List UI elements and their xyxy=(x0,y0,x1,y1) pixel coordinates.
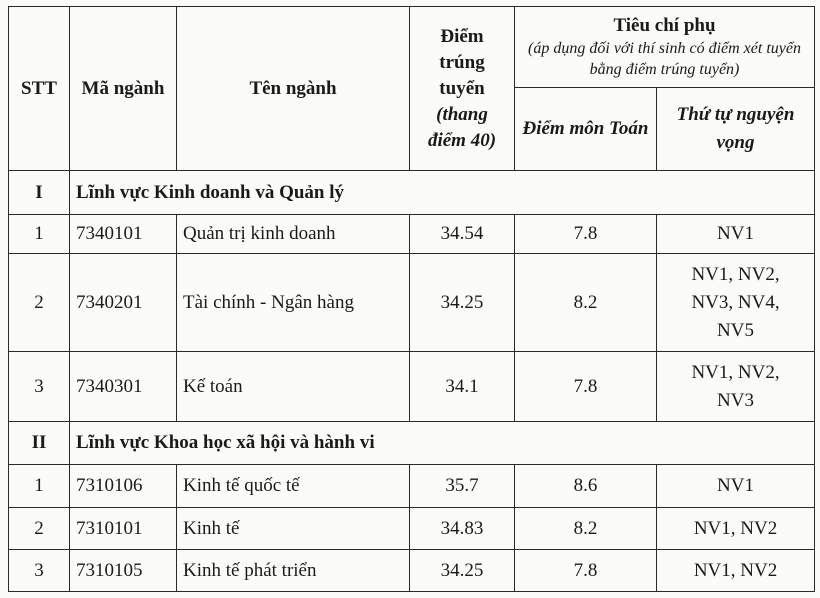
section-row xyxy=(9,422,815,465)
table-row xyxy=(9,352,815,422)
row-code: 7340101 xyxy=(70,215,177,254)
row-score: 34.25 xyxy=(410,550,515,592)
row-wish: NV1 xyxy=(657,465,815,508)
row-stt: 3 xyxy=(9,352,70,422)
row-score: 34.1 xyxy=(410,352,515,422)
row-code: 7340201 xyxy=(70,254,177,352)
row-stt: 1 xyxy=(9,465,70,508)
wish-line: NV1, NV2, xyxy=(691,361,780,383)
row-score: 34.54 xyxy=(410,215,515,254)
header-sub-criteria-title: Tiêu chí phụ xyxy=(613,15,716,36)
row-score: 34.25 xyxy=(410,254,515,352)
table-row xyxy=(9,215,815,254)
row-math: 7.8 xyxy=(515,215,657,254)
row-name: Kinh tế quốc tế xyxy=(177,465,410,508)
wish-line: NV3 xyxy=(717,389,754,411)
section-roman: I xyxy=(9,171,70,215)
wish-line: NV5 xyxy=(717,319,754,341)
row-code: 7310101 xyxy=(70,508,177,550)
row-wish: NV1, NV2 xyxy=(657,550,815,592)
row-score: 34.83 xyxy=(410,508,515,550)
section-row xyxy=(9,171,815,215)
row-name: Kinh tế phát triển xyxy=(177,550,410,592)
header-major-name: Tên ngành xyxy=(177,7,410,171)
header-admission-score xyxy=(410,7,515,171)
row-wish xyxy=(657,352,815,422)
row-wish: NV1 xyxy=(657,215,815,254)
row-stt: 1 xyxy=(9,215,70,254)
header-math-score: Điểm môn Toán xyxy=(515,88,657,171)
table-row xyxy=(9,465,815,508)
table-row xyxy=(9,508,815,550)
row-score: 35.7 xyxy=(410,465,515,508)
header-score-scale: (thang điểm 40) xyxy=(427,103,497,151)
row-code: 7310105 xyxy=(70,550,177,592)
row-stt: 2 xyxy=(9,254,70,352)
header-wish-order: Thứ tự nguyện vọng xyxy=(657,88,815,171)
row-math: 7.8 xyxy=(515,352,657,422)
header-sub-criteria xyxy=(515,7,815,88)
row-math: 7.8 xyxy=(515,550,657,592)
header-sub-criteria-note: (áp dụng đối với thí sinh có điểm xét tuyển bằng điểm trúng tuyển) xyxy=(528,40,801,78)
section-title: Lĩnh vực Khoa học xã hội và hành vi xyxy=(70,422,815,465)
row-stt: 2 xyxy=(9,508,70,550)
section-roman: II xyxy=(9,422,70,465)
admission-score-table xyxy=(8,6,815,592)
table-row xyxy=(9,254,815,352)
row-wish xyxy=(657,254,815,352)
row-name: Quản trị kinh doanh xyxy=(177,215,410,254)
row-name: Kinh tế xyxy=(177,508,410,550)
row-name: Kế toán xyxy=(177,352,410,422)
wish-line: NV1, NV2, xyxy=(691,263,780,285)
row-code: 7340301 xyxy=(70,352,177,422)
row-code: 7310106 xyxy=(70,465,177,508)
row-math: 8.2 xyxy=(515,254,657,352)
wish-line: NV3, NV4, xyxy=(691,291,780,313)
table-row xyxy=(9,550,815,592)
header-major-code: Mã ngành xyxy=(70,7,177,171)
section-title: Lĩnh vực Kinh doanh và Quản lý xyxy=(70,171,815,215)
row-stt: 3 xyxy=(9,550,70,592)
row-math: 8.6 xyxy=(515,465,657,508)
header-stt: STT xyxy=(9,7,70,171)
header-admission-score-label: Điểm trúng tuyển xyxy=(439,25,485,99)
row-math: 8.2 xyxy=(515,508,657,550)
row-name: Tài chính - Ngân hàng xyxy=(177,254,410,352)
row-wish: NV1, NV2 xyxy=(657,508,815,550)
